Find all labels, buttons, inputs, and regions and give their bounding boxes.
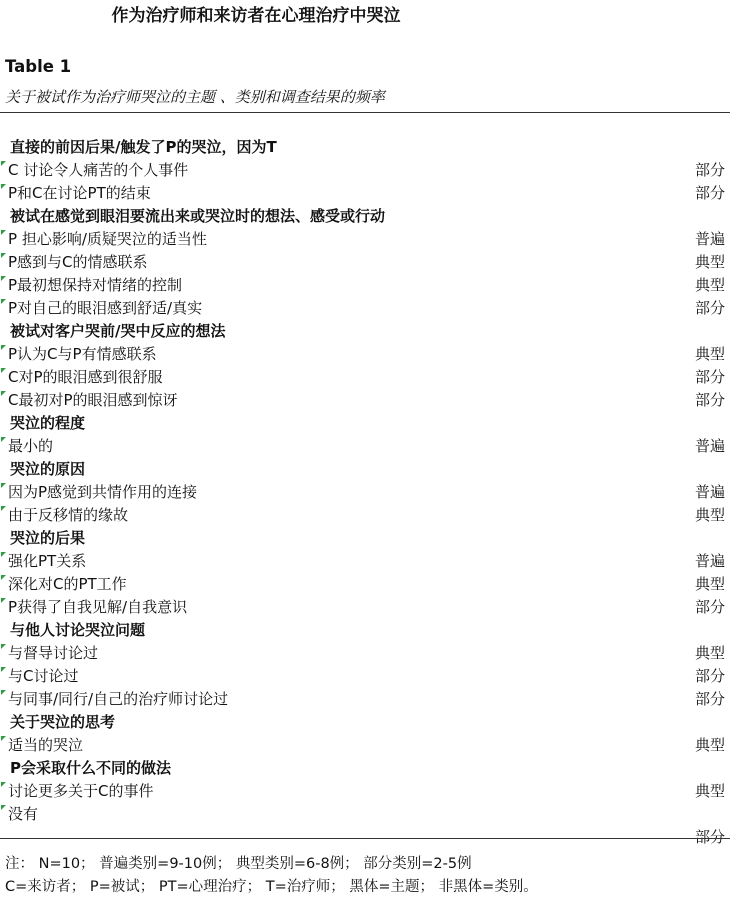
category-row: [0, 297, 730, 320]
findings-table: [0, 136, 730, 849]
theme-row: [0, 320, 730, 343]
theme-label: 被试在感觉到眼泪要流出来或哭泣时的想法、感受或行动: [10, 207, 386, 225]
category-label: P 担心影响/质疑哭泣的适当性: [8, 230, 207, 248]
category-label: 最小的: [8, 437, 54, 455]
category-row: [0, 481, 730, 504]
category-label: P对自己的眼泪感到舒适/真实: [8, 299, 203, 317]
theme-row: [0, 711, 730, 734]
table-top-rule: [0, 112, 730, 113]
category-row: [0, 435, 730, 458]
category-label: C对P的眼泪感到很舒服: [8, 368, 163, 386]
category-label: P认为C与P有情感联系: [8, 345, 157, 363]
theme-row: [0, 136, 730, 159]
frequency-value: 部分: [694, 368, 725, 386]
frequency-value: 部分: [694, 828, 725, 846]
frequency-value: 典型: [694, 644, 725, 662]
table-note-frequency: 注： N=10； 普遍类别=9-10例； 典型类别=6-8例； 部分类别=2-5例: [5, 856, 472, 872]
category-label: 与督导讨论过: [8, 644, 99, 662]
theme-row: [0, 205, 730, 228]
category-row: [0, 642, 730, 665]
frequency-value: 典型: [694, 345, 725, 363]
category-label: 强化PT关系: [8, 552, 87, 570]
theme-label: 关于哭泣的思考: [10, 713, 116, 731]
category-row: [0, 159, 730, 182]
page-title: 作为治疗师和来访者在心理治疗中哭泣: [111, 6, 401, 26]
theme-row: [0, 757, 730, 780]
category-row: [0, 734, 730, 757]
category-label: P感到与C的情感联系: [8, 253, 148, 271]
frequency-value: 典型: [694, 575, 725, 593]
theme-row: [0, 527, 730, 550]
category-label: C 讨论令人痛苦的个人事件: [8, 161, 189, 179]
frequency-value: 部分: [694, 667, 725, 685]
theme-label: 与他人讨论哭泣问题: [10, 621, 146, 639]
category-label: 因为P感觉到共情作用的连接: [8, 483, 198, 501]
category-row: [0, 596, 730, 619]
category-row: [0, 665, 730, 688]
category-row: [0, 228, 730, 251]
frequency-value: 部分: [694, 690, 725, 708]
category-row: [0, 343, 730, 366]
category-row: [0, 688, 730, 711]
category-row: [0, 550, 730, 573]
frequency-value: 典型: [694, 253, 725, 271]
category-label: P获得了自我见解/自我意识: [8, 598, 188, 616]
category-row: [0, 366, 730, 389]
theme-label: 哭泣的程度: [10, 414, 86, 432]
category-row: [0, 573, 730, 596]
category-row: [0, 504, 730, 527]
category-label: 与同事/同行/自己的治疗师讨论过: [8, 690, 229, 708]
table-caption: 关于被试作为治疗师哭泣的主题 、类别和调查结果的频率: [5, 88, 385, 106]
category-label: 由于反移情的缘故: [8, 506, 129, 524]
category-row: [0, 780, 730, 803]
frequency-value: 部分: [694, 598, 725, 616]
frequency-value: 普遍: [694, 230, 725, 248]
category-row: [0, 274, 730, 297]
table-note-abbreviations: C=来访者； P=被试； PT=心理治疗； T=治疗师； 黑体=主题； 非黑体=类别。: [5, 879, 538, 895]
frequency-value: 普遍: [694, 437, 725, 455]
frequency-value: 典型: [694, 276, 725, 294]
category-label: 讨论更多关于C的事件: [8, 782, 154, 800]
frequency-value: 普遍: [694, 552, 725, 570]
frequency-value: 部分: [694, 161, 725, 179]
table-label: Table 1: [5, 57, 72, 76]
theme-row: [0, 619, 730, 642]
frequency-value: 典型: [694, 506, 725, 524]
category-row: [0, 803, 730, 849]
theme-row: [0, 458, 730, 481]
frequency-value: 普遍: [694, 483, 725, 501]
category-row: [0, 389, 730, 412]
theme-label: 直接的前因后果/触发了P的哭泣，因为T: [10, 138, 277, 156]
theme-label: 哭泣的后果: [10, 529, 86, 547]
theme-label: P会采取什么不同的做法: [10, 759, 171, 777]
frequency-value: 典型: [694, 782, 725, 800]
category-label: 深化对C的PT工作: [8, 575, 127, 593]
frequency-value: 典型: [694, 736, 725, 754]
frequency-value: 部分: [694, 184, 725, 202]
category-label: 适当的哭泣: [8, 736, 84, 754]
theme-label: 哭泣的原因: [10, 460, 86, 478]
theme-row: [0, 412, 730, 435]
table-bottom-rule: [0, 838, 730, 839]
frequency-value: 部分: [694, 391, 725, 409]
category-row: [0, 251, 730, 274]
category-row: [0, 182, 730, 205]
frequency-value: 部分: [694, 299, 725, 317]
category-label: C最初对P的眼泪感到惊讶: [8, 391, 178, 409]
category-label: 没有: [8, 805, 39, 823]
category-label: P和C在讨论PT的结束: [8, 184, 151, 202]
category-label: P最初想保持对情绪的控制: [8, 276, 183, 294]
category-label: 与C讨论过: [8, 667, 79, 685]
theme-label: 被试对客户哭前/哭中反应的想法: [10, 322, 226, 340]
